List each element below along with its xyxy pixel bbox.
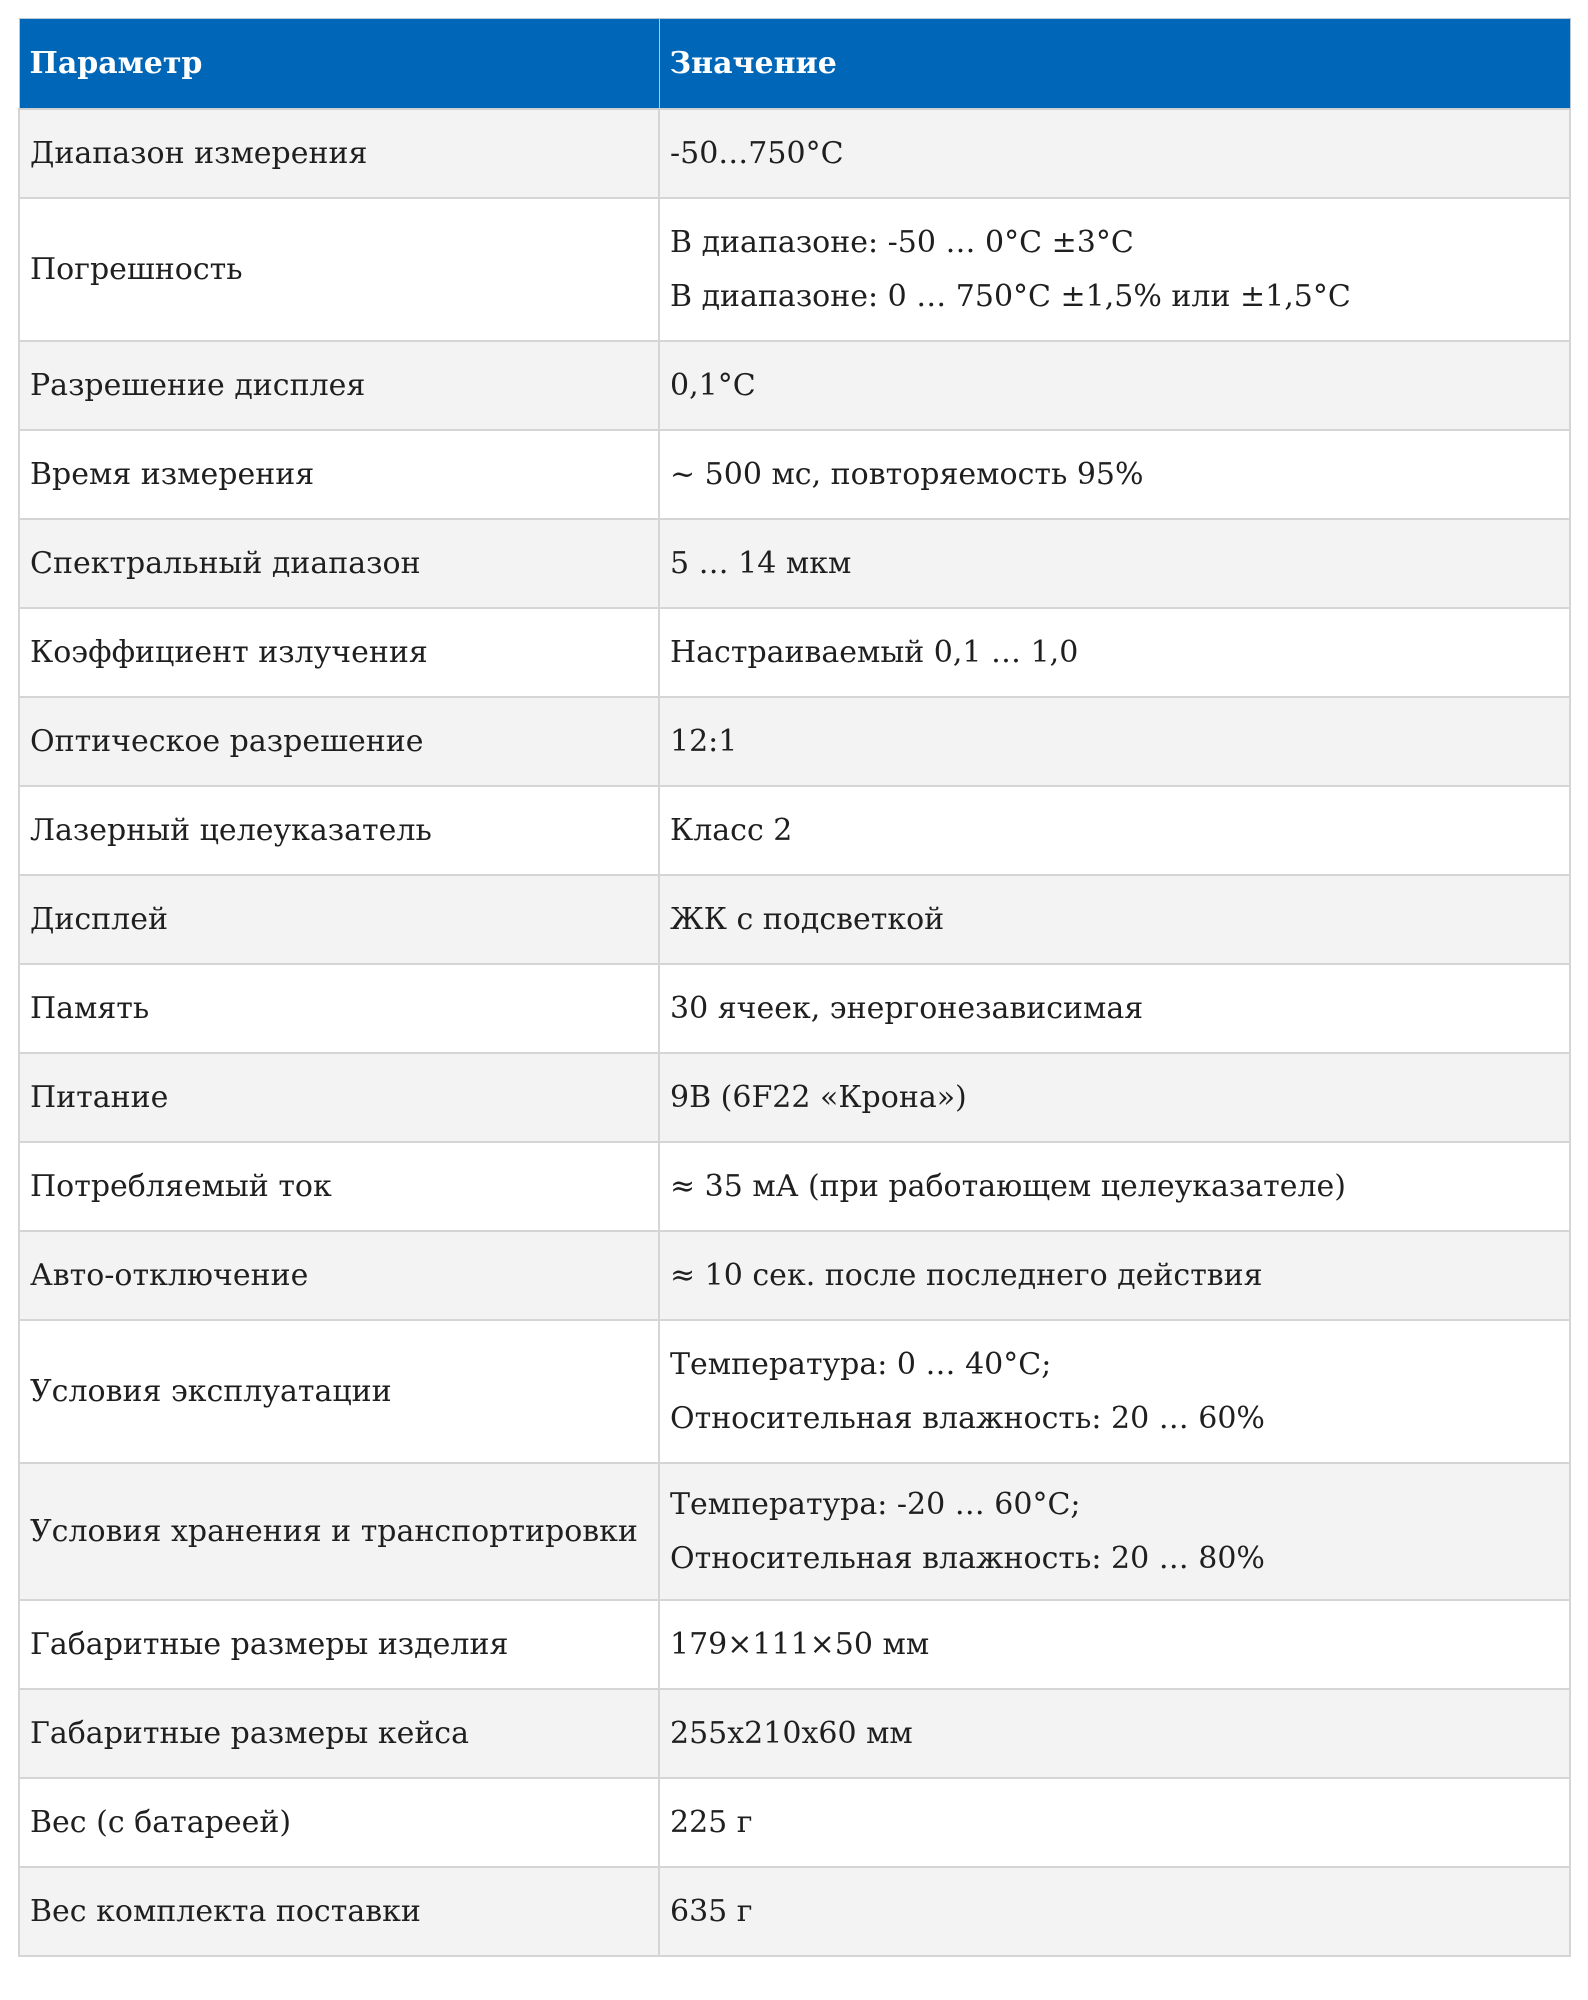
value-line: 9В (6F22 «Крона») xyxy=(670,1079,967,1115)
table-row xyxy=(19,1600,1570,1689)
value-cell xyxy=(659,608,1570,697)
value-line: В диапазоне: 0 … 750°С ±1,5% или ±1,5°С xyxy=(670,278,1351,314)
table-row xyxy=(19,964,1570,1053)
value-cell xyxy=(659,341,1570,430)
param-cell: Вес комплекта поставки xyxy=(19,1867,659,1956)
value-line: 255x210x60 мм xyxy=(670,1715,913,1751)
table-row xyxy=(19,109,1570,198)
value-cell xyxy=(659,1778,1570,1867)
table-row xyxy=(19,875,1570,964)
value-line: ЖК с подсветкой xyxy=(670,901,945,937)
value-line: 30 ячеек, энергонезависимая xyxy=(670,990,1144,1026)
value-line: 12:1 xyxy=(670,723,738,759)
value-line: ~ 500 мс, повторяемость 95% xyxy=(670,456,1144,492)
value-cell xyxy=(659,198,1570,341)
table-row xyxy=(19,1142,1570,1231)
table-row xyxy=(19,341,1570,430)
param-cell: Погрешность xyxy=(19,198,659,341)
param-cell: Дисплей xyxy=(19,875,659,964)
value-cell xyxy=(659,1867,1570,1956)
param-cell: Питание xyxy=(19,1053,659,1142)
param-cell: Спектральный диапазон xyxy=(19,519,659,608)
param-cell: Диапазон измерения xyxy=(19,109,659,198)
table-row xyxy=(19,1053,1570,1142)
value-cell xyxy=(659,1231,1570,1320)
header-value: Значение xyxy=(659,19,1570,110)
value-cell xyxy=(659,697,1570,786)
value-cell xyxy=(659,1053,1570,1142)
value-line: Относительная влажность: 20 … 80% xyxy=(670,1540,1265,1576)
value-line: ≈ 10 сек. после последнего действия xyxy=(670,1257,1263,1293)
value-line: 0,1°С xyxy=(670,367,756,403)
param-cell: Потребляемый ток xyxy=(19,1142,659,1231)
table-row xyxy=(19,519,1570,608)
value-cell xyxy=(659,1463,1570,1600)
value-line: 179×111×50 мм xyxy=(670,1626,930,1662)
table-row xyxy=(19,1689,1570,1778)
table-row xyxy=(19,1463,1570,1600)
value-line: Температура: 0 … 40°С; xyxy=(670,1346,1052,1382)
value-cell xyxy=(659,786,1570,875)
value-cell xyxy=(659,1142,1570,1231)
param-cell: Габаритные размеры изделия xyxy=(19,1600,659,1689)
value-line: ≈ 35 мА (при работающем целеуказателе) xyxy=(670,1168,1346,1204)
param-cell: Время измерения xyxy=(19,430,659,519)
value-cell xyxy=(659,430,1570,519)
param-cell: Авто-отключение xyxy=(19,1231,659,1320)
table-row xyxy=(19,608,1570,697)
value-line: Класс 2 xyxy=(670,812,793,848)
value-cell xyxy=(659,1320,1570,1463)
table-header-row xyxy=(19,19,1570,110)
value-line: 635 г xyxy=(670,1893,753,1929)
table-row xyxy=(19,198,1570,341)
param-cell: Вес (с батареей) xyxy=(19,1778,659,1867)
value-cell xyxy=(659,109,1570,198)
table-row xyxy=(19,697,1570,786)
table-row xyxy=(19,1231,1570,1320)
value-line: Настраиваемый 0,1 … 1,0 xyxy=(670,634,1079,670)
value-line: В диапазоне: -50 … 0°С ±3°С xyxy=(670,224,1134,260)
value-cell xyxy=(659,1689,1570,1778)
param-cell: Коэффициент излучения xyxy=(19,608,659,697)
value-cell xyxy=(659,875,1570,964)
param-cell: Условия эксплуатации xyxy=(19,1320,659,1463)
table-row xyxy=(19,430,1570,519)
table-row xyxy=(19,1778,1570,1867)
header-parameter: Параметр xyxy=(19,19,659,110)
param-cell: Оптическое разрешение xyxy=(19,697,659,786)
value-line: 5 … 14 мкм xyxy=(670,545,852,581)
specifications-table xyxy=(18,18,1571,1957)
value-line: -50…750°С xyxy=(670,135,844,171)
param-cell: Разрешение дисплея xyxy=(19,341,659,430)
table-row xyxy=(19,786,1570,875)
value-cell xyxy=(659,964,1570,1053)
value-line: Температура: -20 … 60°С; xyxy=(670,1486,1081,1522)
param-cell: Условия хранения и транспортировки xyxy=(19,1463,659,1600)
param-cell: Память xyxy=(19,964,659,1053)
param-cell: Габаритные размеры кейса xyxy=(19,1689,659,1778)
value-line: Относительная влажность: 20 … 60% xyxy=(670,1400,1265,1436)
param-cell: Лазерный целеуказатель xyxy=(19,786,659,875)
table-row xyxy=(19,1320,1570,1463)
table-row xyxy=(19,1867,1570,1956)
value-cell xyxy=(659,519,1570,608)
value-line: 225 г xyxy=(670,1804,753,1840)
value-cell xyxy=(659,1600,1570,1689)
